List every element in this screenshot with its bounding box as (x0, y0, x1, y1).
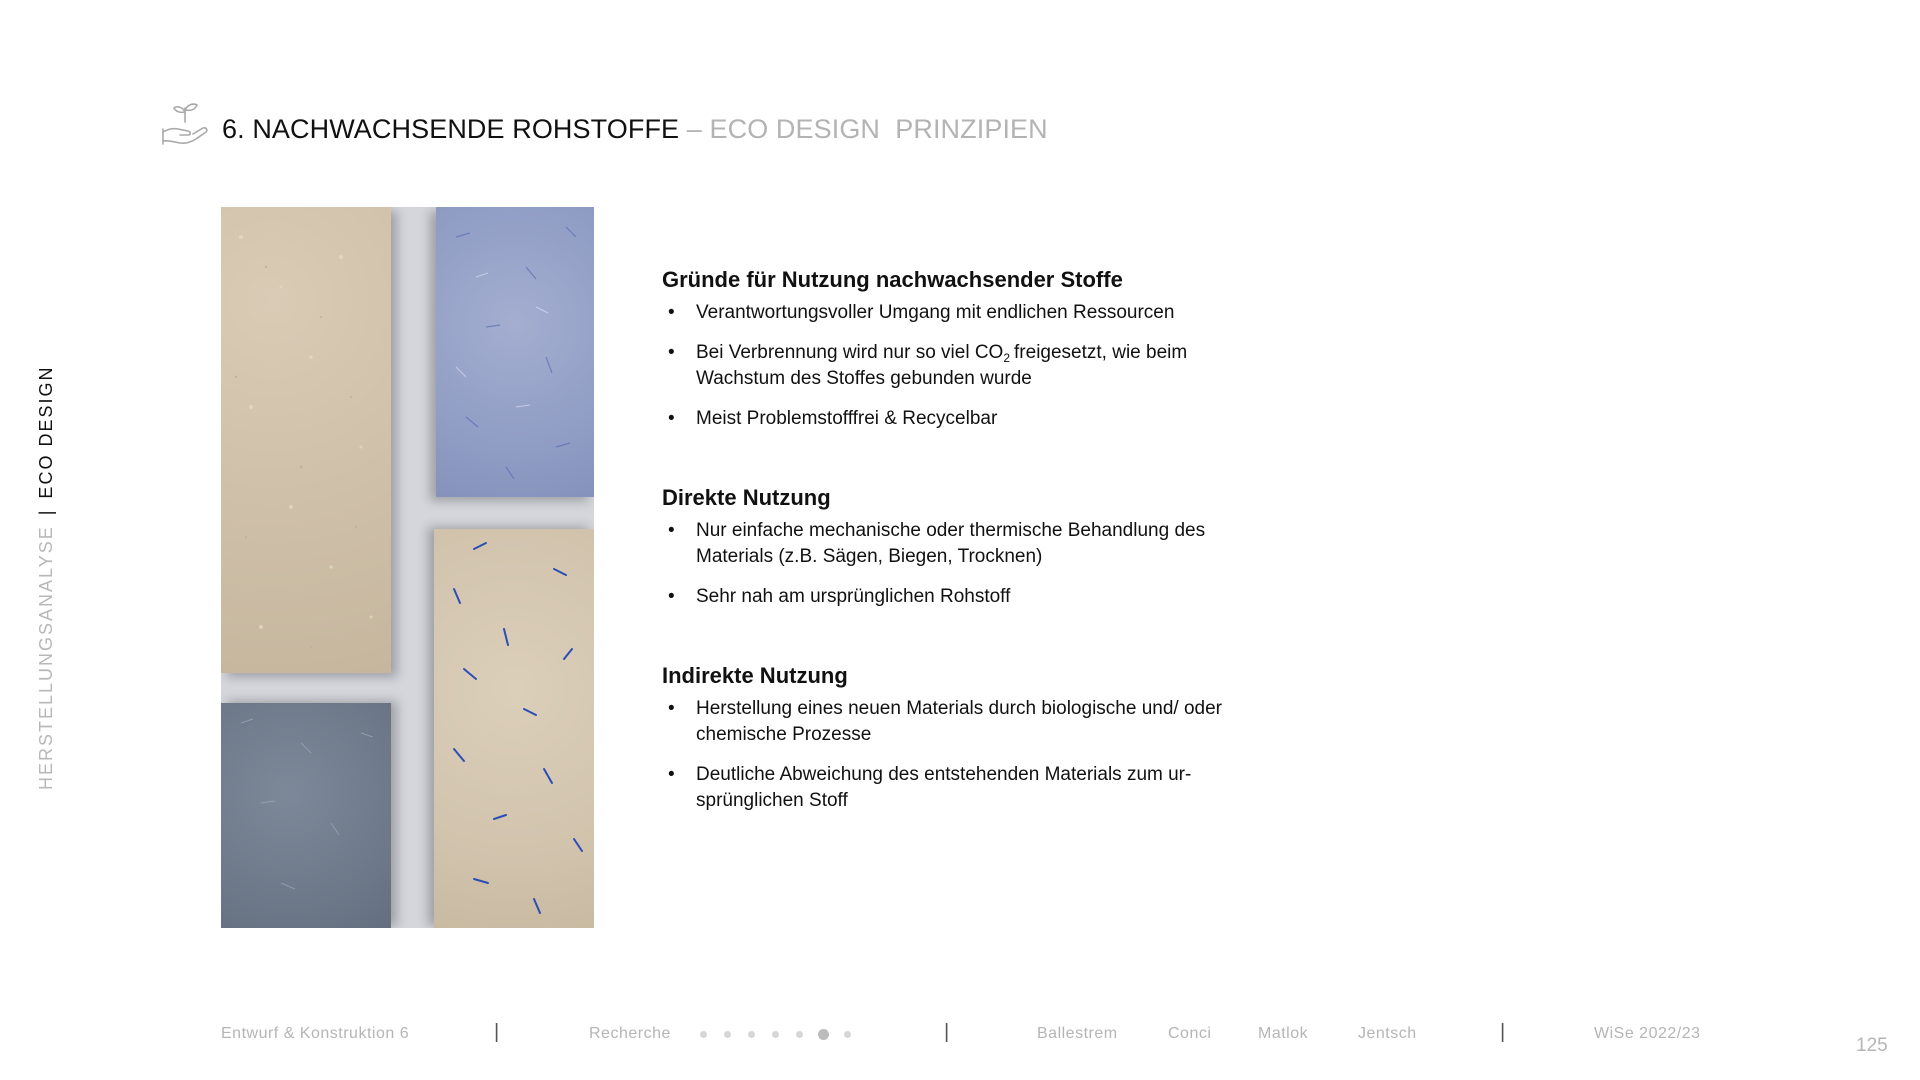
bullet-text: Deutliche Abweichung des entstehenden Materials zum ur-sprünglichen Stoff (696, 764, 1192, 811)
bullet-icon: • (668, 520, 675, 541)
title-subtitle: ECO DESIGN PRINZIPIEN (709, 114, 1048, 144)
nav-dot[interactable] (724, 1031, 731, 1038)
footer-divider: | (1500, 1021, 1506, 1043)
bullet-icon: • (668, 302, 675, 323)
section-direct-use (662, 482, 1222, 610)
list-item (662, 584, 1222, 610)
side-label-active: ECO DESIGN (36, 365, 56, 499)
footer-semester: WiSe 2022/23 (1594, 1025, 1701, 1042)
grey-sample-tile (221, 703, 391, 928)
section-indirect-use (662, 660, 1222, 814)
nav-dot[interactable] (796, 1031, 803, 1038)
page-title (222, 112, 1048, 146)
footer-author: Conci (1168, 1025, 1212, 1042)
nav-dot-active[interactable] (818, 1029, 829, 1040)
bullet-text-before: Bei Verbrennung wird nur so viel CO (696, 342, 1004, 363)
section-heading-reasons: Gründe für Nutzung nachwachsender Stoffe (662, 267, 1123, 292)
bullet-icon: • (668, 764, 675, 785)
bullet-text: Nur einfache mechanische oder thermische Behandlung des Materials (z.B. Sägen, Biegen, Trocknen) (696, 520, 1206, 567)
list-item (662, 340, 1222, 392)
section-heading-direct-use: Direkte Nutzung (662, 485, 831, 510)
nav-dot[interactable] (844, 1031, 851, 1038)
footer-author: Jentsch (1358, 1025, 1417, 1042)
side-label-separator: | (36, 508, 56, 516)
bullet-icon: • (668, 586, 675, 607)
nav-dot[interactable] (748, 1031, 755, 1038)
bullet-text-after: freigesetzt, wie beim Wachstum des Stoffes gebunden wurde (696, 342, 1188, 389)
blue-sample-tile (436, 207, 594, 497)
section-reasons (662, 264, 1222, 432)
bullet-icon: • (668, 408, 675, 429)
bullet-text: Meist Problemstofffrei & Recycelbar (696, 408, 998, 429)
side-section-label (34, 366, 58, 790)
footer-divider: | (494, 1021, 500, 1043)
section-heading-indirect-use: Indirekte Nutzung (662, 663, 848, 688)
bullet-text: Verantwortungsvoller Umgang mit endlichen Ressourcen (696, 302, 1175, 323)
side-label-section: HERSTELLUNGSANALYSE (36, 525, 56, 790)
bullet-text: Sehr nah am ursprünglichen Rohstoff (696, 586, 1011, 607)
nav-dot[interactable] (700, 1031, 707, 1038)
footer-chapter[interactable]: Recherche (589, 1025, 671, 1042)
list-item (662, 406, 1222, 432)
content-area (662, 264, 1222, 828)
footer-course: Entwurf & Konstruktion 6 (221, 1025, 410, 1042)
page-number: 125 (1856, 1035, 1888, 1056)
nav-dot[interactable] (772, 1031, 779, 1038)
hand-sprout-icon (160, 98, 210, 148)
list-item (662, 518, 1222, 570)
bullet-list-reasons (662, 300, 1222, 432)
list-item (662, 696, 1222, 748)
bullet-list-indirect-use (662, 696, 1222, 814)
material-samples-photo (221, 207, 594, 928)
bullet-icon: • (668, 342, 675, 363)
footer-divider: | (944, 1021, 950, 1043)
title-main: 6. NACHWACHSENDE ROHSTOFFE (222, 114, 680, 144)
speckled-sample-tile (434, 529, 594, 928)
bullet-list-direct-use (662, 518, 1222, 610)
title-separator: – (686, 114, 702, 144)
bullet-icon: • (668, 698, 675, 719)
list-item (662, 762, 1222, 814)
beige-sample-tile (221, 207, 391, 673)
list-item (662, 300, 1222, 326)
footer-author: Ballestrem (1037, 1025, 1118, 1042)
co2-subscript: 2 (1003, 351, 1011, 365)
bullet-text: Herstellung eines neuen Materials durch biologische und/ oder chemische Prozesse (696, 698, 1222, 745)
footer-author: Matlok (1258, 1025, 1309, 1042)
